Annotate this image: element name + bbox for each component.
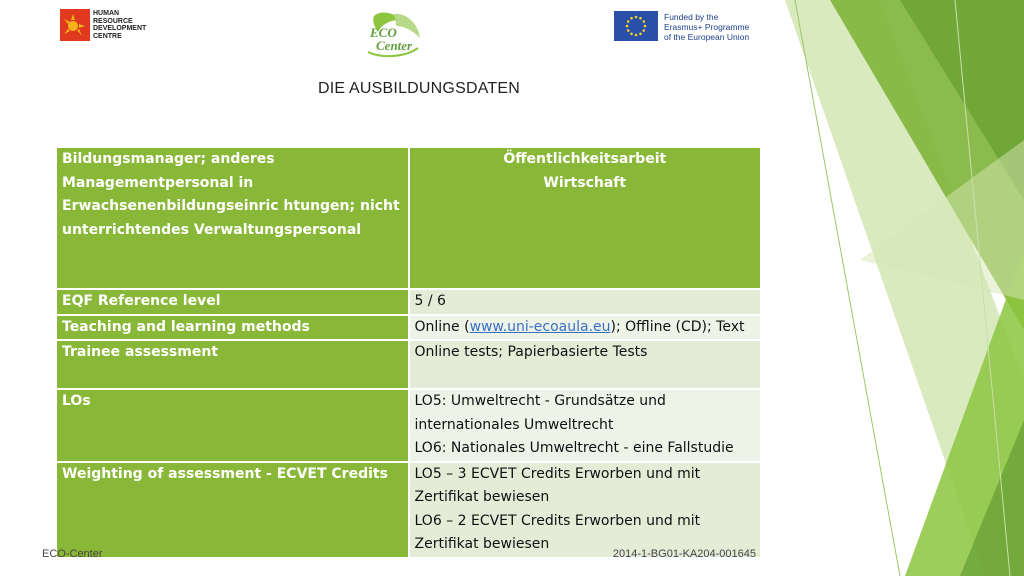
row-label: Trainee assessment bbox=[56, 340, 409, 389]
eu-erasmus-logo bbox=[614, 11, 764, 43]
row-value bbox=[409, 462, 762, 558]
row-value-line: LO6 – 2 ECVET Credits Erworben und mit Zertifikat bewiesen bbox=[414, 512, 701, 552]
table-row bbox=[56, 462, 761, 558]
table-row bbox=[56, 289, 761, 315]
eu-funding-text: Funded by the Erasmus+ Programme of the European Union bbox=[664, 12, 750, 42]
row-value-line: LO5: Umweltrecht - Grundsätze und internationales Umweltrecht bbox=[414, 393, 666, 433]
eco-logo-text: ECO Center bbox=[370, 25, 413, 53]
hrdc-logo bbox=[60, 9, 160, 43]
row-label: LOs bbox=[56, 389, 409, 462]
eco-center-logo bbox=[360, 8, 428, 62]
table-row bbox=[56, 389, 761, 462]
page-title: DIE AUSBILDUNGSDATEN bbox=[318, 80, 520, 97]
hrdc-logo-text: HUMAN RESOURCE DEVELOPMENT CENTRE bbox=[93, 10, 147, 40]
table-header-row bbox=[56, 147, 761, 289]
row-label: EQF Reference level bbox=[56, 289, 409, 315]
footer-project-code: 2014-1-BG01-KA204-001645 bbox=[612, 548, 756, 560]
uni-ecoaula-link[interactable]: www.uni-ecoaula.eu bbox=[469, 318, 611, 335]
training-data-table bbox=[55, 146, 762, 559]
row-value bbox=[409, 389, 762, 462]
row-value-line: LO6: Nationales Umweltrecht - eine Fallstudie bbox=[414, 440, 734, 456]
header-field-2: Wirtschaft bbox=[543, 174, 627, 191]
header-field-1: Öffentlichkeitsarbeit bbox=[503, 151, 667, 167]
row-label: Weighting of assessment - ECVET Credits bbox=[56, 462, 409, 558]
row-value-line: LO5 – 3 ECVET Credits Erworben und mit Zertifikat bewiesen bbox=[414, 465, 701, 505]
header-right-cell bbox=[409, 147, 762, 289]
hrdc-logo-icon bbox=[60, 9, 90, 41]
header-left-cell: Bildungsmanager; anderes Managementpersonal in Erwachsenenbildungseinric htungen; nicht unterrichtendes Verwaltungspersonal bbox=[56, 147, 409, 289]
row-label: Teaching and learning methods bbox=[56, 315, 409, 341]
row-value: 5 / 6 bbox=[409, 289, 762, 315]
row-value bbox=[409, 315, 762, 341]
row-value: Online tests; Papierbasierte Tests bbox=[409, 340, 762, 389]
eu-flag-icon bbox=[614, 11, 658, 41]
table-row bbox=[56, 315, 761, 341]
row-value-prefix: Online ( bbox=[414, 318, 470, 335]
row-value-suffix: ); Offline (CD); Text bbox=[610, 318, 745, 335]
footer-left-text: ECO-Center bbox=[42, 548, 103, 560]
table-row bbox=[56, 340, 761, 389]
